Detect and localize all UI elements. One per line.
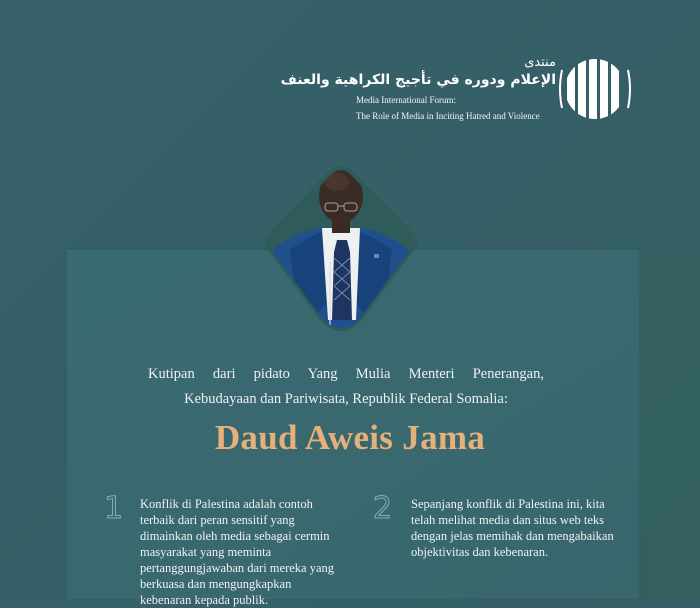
striped-sphere-logo-icon [558,58,632,120]
forum-title-arabic-small: منتدى [524,55,556,70]
point-text: Konflik di Palestina adalah contoh terbaik dari peran sensitif yang dimainkan oleh media sebagai cermin masyarakat yang meminta pertanggungjawaban dari mereka yang berkuasa dan mengungkapkan kebenaran kepada publik. [140,497,335,607]
speech-intro [148,362,544,412]
point-number: 1 [104,491,124,526]
forum-title-english-1: Media International Forum: [356,95,456,105]
forum-logo-block [280,55,648,126]
forum-title-arabic: الإعلام ودوره في تأجيج الكراهية والعنف [280,72,556,88]
forum-title [280,55,556,124]
point-number: 2 [373,491,393,526]
forum-title-english-2: The Role of Media in Inciting Hatred and Violence [356,111,540,121]
speech-intro-line-1: Kutipan dari pidato Yang Mulia Menteri Penerangan, [148,366,544,382]
speech-intro-line-2: Kebudayaan dan Pariwisata, Republik Federal Somalia: [184,391,508,407]
speaker-name: Daud Aweis Jama [214,418,486,457]
point-text: Sepanjang konflik di Palestina ini, kita telah melihat media dan situs web teks dengan jelas memihak dan mengabaikan objektivitas dan kebenaran. [411,497,614,559]
